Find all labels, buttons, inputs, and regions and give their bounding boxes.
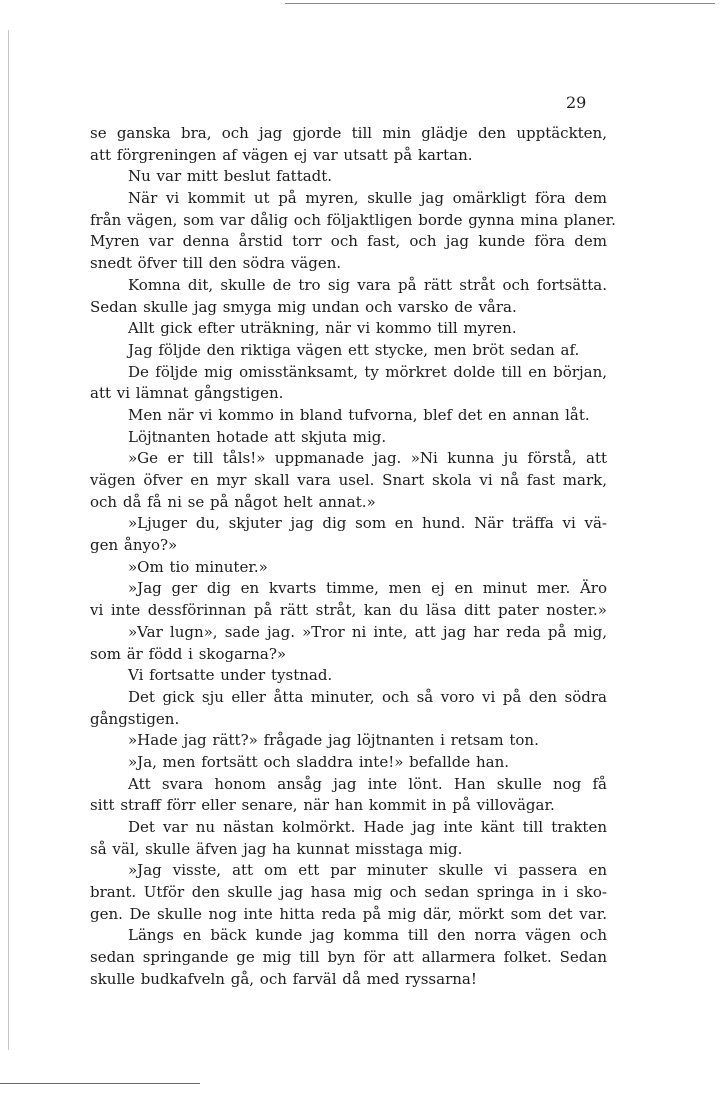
text-line: »Om tio minuter.» [128,557,268,576]
left-edge-rule [8,30,9,1050]
text-line: Myren var denna årstid torr och fast, och jag kunde föra dem [90,232,607,251]
text-line: »Jag visste, att om ett par minuter skulle vi passera en [128,861,607,880]
text-line: att förgreningen af vägen ej var utsatt på kartan. [90,145,473,164]
text-line: Jag följde den riktiga vägen ett stycke, men bröt sedan af. [128,340,580,359]
text-line: »Hade jag rätt?» frågade jag löjtnanten i retsam ton. [128,731,539,750]
text-line: från vägen, som var dålig och följaktligen borde gynna mina planer. [90,210,616,229]
text-line: Men när vi kommo in bland tufvorna, blef det en annan låt. [128,405,590,424]
text-line: Vi fortsatte under tystnad. [128,666,333,685]
text-line: och då få ni se på något helt annat.» [90,492,376,511]
text-line: Längs en bäck kunde jag komma till den norra vägen och [128,926,607,945]
text-line: När vi kommit ut på myren, skulle jag omärkligt föra dem [128,189,607,208]
text-line: snedt öfver till den södra vägen. [90,254,342,273]
text-line: sitt straff förr eller senare, när han kommit in på villovägar. [90,796,555,815]
bottom-edge-rule [0,1083,200,1084]
text-line: Sedan skulle jag smyga mig undan och varsko de våra. [90,297,517,316]
text-line: »Ja, men fortsätt och sladdra inte!» befallde han. [128,752,510,771]
text-line: Att svara honom ansåg jag inte lönt. Han skulle nog få [128,774,607,793]
text-line: skulle budkafveln gå, och farväl då med ryssarna! [90,969,477,988]
text-line: att vi lämnat gångstigen. [90,384,284,403]
text-line: så väl, skulle äfven jag ha kunnat misstaga mig. [90,839,463,858]
text-line: Nu var mitt beslut fattadt. [128,167,333,186]
text-line: vägen öfver en myr skall vara usel. Snart skola vi nå fast mark, [90,471,607,489]
text-line: Det var nu nästan kolmörkt. Hade jag inte känt till trakten [128,818,607,836]
text-line: gen ånyo?» [90,536,178,555]
text-line: se ganska bra, och jag gjorde till min glädje den upptäckten, [90,124,607,142]
text-line: »Jag ger dig en kvarts timme, men ej en minut mer. Äro [128,579,607,598]
text-line: brant. Utför den skulle jag hasa mig och sedan springa in i sko- [90,883,607,902]
text-line: sedan springande ge mig till byn för att allarmera folket. Sedan [90,948,607,967]
text-line: Komna dit, skulle de tro sig vara på rätt stråt och fortsätta. [128,275,607,294]
text-line: »Var lugn», sade jag. »Tror ni inte, att jag har reda på mig, [128,622,607,641]
body-text [90,123,616,991]
text-line: De följde mig omisstänksamt, ty mörkret dolde till en början, [128,362,607,381]
text-line: »Ljuger du, skjuter jag dig som en hund. När träffa vi vä- [128,514,607,533]
text-line: Löjtnanten hotade att skjuta mig. [128,427,387,446]
text-line: »Ge er till tåls!» uppmanade jag. »Ni kunna ju förstå, att [128,449,607,468]
text-line: gångstigen. [90,709,180,728]
text-line: som är född i skogarna?» [90,644,287,663]
top-edge-rule [285,3,715,4]
text-line: vi inte dessförinnan på rätt stråt, kan du läsa ditt pater noster.» [90,601,607,620]
page-number: 29 [566,93,587,112]
text-line: Det gick sju eller åtta minuter, och så voro vi på den södra [128,687,607,706]
text-line: gen. De skulle nog inte hitta reda på mig där, mörkt som det var. [90,904,607,923]
text-line: Allt gick efter uträkning, när vi kommo till myren. [128,319,517,338]
